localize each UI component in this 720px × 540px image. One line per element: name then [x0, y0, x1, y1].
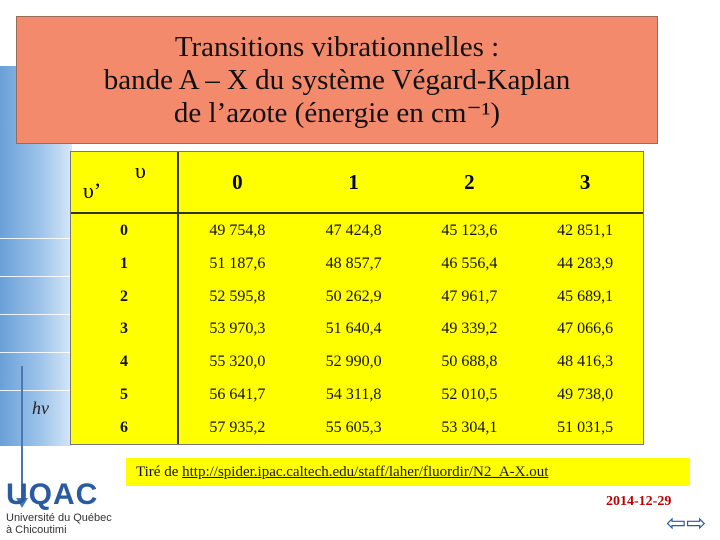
- double-arrow-icon[interactable]: ⇦⇨: [666, 511, 707, 537]
- table-cell: 50 262,9: [325, 287, 382, 305]
- logo-line-2: à Chicoutimi: [6, 524, 67, 536]
- slide-title: [16, 16, 658, 144]
- table-row: [71, 346, 643, 379]
- row-header: 4: [71, 346, 178, 379]
- side-divider: [0, 276, 72, 277]
- table-row: [71, 313, 643, 346]
- uqac-logo: [6, 478, 118, 536]
- row-header: 1: [71, 247, 178, 280]
- table-cell: 48 416,3: [557, 353, 614, 371]
- table-row: [71, 378, 643, 411]
- table-row: [71, 280, 643, 313]
- table-cell: 45 689,1: [557, 287, 614, 305]
- table-cell: 52 010,5: [441, 385, 498, 403]
- table-row: [71, 411, 643, 444]
- table-corner-cell: [71, 152, 178, 213]
- table-cell: 51 031,5: [557, 418, 614, 436]
- column-header: 2: [411, 152, 527, 213]
- table-cell: 47 424,8: [325, 221, 382, 239]
- row-header: 2: [71, 280, 178, 313]
- table-cell: 47 961,7: [441, 287, 498, 305]
- title-line-1: Transitions vibrationnelles :: [174, 30, 500, 63]
- table-cell: 49 738,0: [557, 385, 614, 403]
- table-cell: 55 605,3: [325, 418, 382, 436]
- logo-mark: UQAC: [6, 478, 99, 511]
- row-header: 6: [71, 411, 178, 444]
- row-header: 5: [71, 378, 178, 411]
- table-cell: 57 935,2: [209, 418, 266, 436]
- column-header: 1: [296, 152, 412, 213]
- photon-energy-label: hν: [32, 398, 49, 418]
- table-cell: 54 311,8: [325, 385, 382, 403]
- side-divider: [0, 390, 72, 391]
- table-cell: 50 688,8: [441, 353, 498, 371]
- source-footnote: [126, 458, 690, 486]
- transition-energy-table: [70, 151, 644, 445]
- source-link[interactable]: http://spider.ipac.caltech.edu/staff/laher/fluordir/N2_A-X.out: [182, 464, 549, 480]
- footnote-prefix: Tiré de: [136, 464, 183, 480]
- table-cell: 44 283,9: [557, 254, 614, 272]
- table-row: [71, 247, 643, 280]
- table-cell: 53 970,3: [209, 320, 266, 338]
- side-divider: [0, 314, 72, 315]
- table-cell: 49 339,2: [441, 320, 498, 338]
- row-header: 0: [71, 213, 178, 247]
- table-cell: 45 123,6: [441, 221, 498, 239]
- title-line-3: de l’azote (énergie en cm⁻¹): [173, 96, 501, 129]
- table-cell: 52 990,0: [325, 353, 382, 371]
- side-divider: [0, 352, 72, 353]
- table-cell: 56 641,7: [209, 385, 266, 403]
- table-cell: 52 595,8: [209, 287, 266, 305]
- table-header-row: [71, 152, 643, 213]
- table-cell: 47 066,6: [557, 320, 614, 338]
- table-cell: 55 320,0: [209, 353, 266, 371]
- row-header: 3: [71, 313, 178, 346]
- logo-line-1: Université du Québec: [6, 512, 112, 524]
- column-header: 3: [527, 152, 643, 213]
- column-header: 0: [178, 152, 296, 213]
- slide-date: 2014-12-29: [606, 494, 672, 509]
- title-line-2: bande A – X du système Végard-Kaplan: [103, 63, 571, 96]
- table-cell: 48 857,7: [325, 254, 382, 272]
- table-cell: 51 640,4: [325, 320, 382, 338]
- table-cell: 46 556,4: [441, 254, 498, 272]
- table-row: [71, 213, 643, 247]
- table-cell: 49 754,8: [209, 221, 266, 239]
- table-cell: 53 304,1: [441, 418, 498, 436]
- side-divider: [0, 238, 72, 239]
- table-cell: 42 851,1: [557, 221, 614, 239]
- corner-upper-label: υ: [135, 158, 146, 183]
- table-cell: 51 187,6: [209, 254, 266, 272]
- corner-lower-label: υ’: [83, 178, 102, 203]
